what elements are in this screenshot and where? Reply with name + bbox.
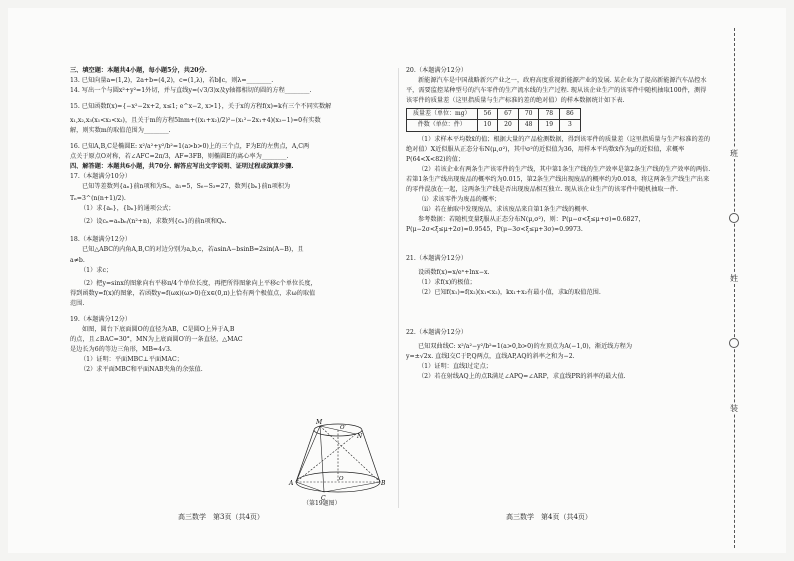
question-20-part-2: （2）若该企业有两条生产该零件的生产线，其中第1条生产线的生产效率是第2条生产线的生产效率的两倍. 若第1条生产线出现废品的概率约为0.015，第2条生产线出现废品的概率约为0.018，将这两条生产线生产出来的零件混放在一起，这两条生产线是否出现废品相互独立. 现从该企业生产的该零件中随机抽取一件. [406,165,711,194]
table-cell: 67 [498,109,519,120]
svg-text:A: A [289,480,294,487]
quality-table [406,108,581,131]
right-page-footer: 高三数学 第4页（共4页） [506,513,592,521]
table-row [407,120,581,131]
question-22-line-2: y=±√2x. 直线l交C于P,Q两点，直线AP,AQ的斜率之和为−2. [406,353,575,361]
section-fill-in-header: 三、填空题：本题共4小题，每小题5分，共20分. [70,67,207,74]
question-18-title: 18.（本题满分12分） [70,236,132,244]
table-row [407,109,581,120]
right-page [406,66,711,382]
table-cell: 19 [539,120,560,131]
question-17-line-2: Tₙ=3^(n(n+1)/2). [70,195,126,203]
question-20-part-2-ii: （ii）若在抽取中发现废品，求该废品来自第1条生产线的概率. [418,206,589,214]
question-18-line-1: 已知△ABC的内角A,B,C的对边分别为a,b,c，若asinA−bsinB=2sin(A−B)，且 [82,246,304,254]
section-solve-header: 四、解答题：本题共6小题，共70分. 解答应写出文字说明、证明过程或演算步骤. [70,162,294,170]
question-18-line-5: 范围. [70,299,85,307]
question-17-part-2: （2）设cₙ=aₙbₙ/(n²+n)，求数列{cₙ}的前n项和Qₙ. [80,218,227,226]
question-18-part-2: （2）把y=sinx的图象向右平移π/4个单位长度，再把所得图象向上平移c个单位长度， [80,279,317,287]
binding-hole [729,213,739,223]
svg-text:C: C [321,495,326,502]
question-17-title: 17.（本题满分10分） [70,172,132,180]
question-20-reference: 参考数据：若随机变量ξ服从正态分布N(μ,σ²)，则：P(μ−σ<ξ≤μ+σ)≈0.6827，P(μ−2σ<ξ≤μ+2σ)≈0.9545，P(μ−3σ<ξ≤μ+3σ)≈0.9973. [406,216,645,234]
margin-label-class: 班 [726,148,742,159]
svg-text:M: M [316,419,323,426]
table-cell: 3 [560,120,581,131]
binding-line [734,28,735,548]
frustum-figure [286,416,386,506]
table-cell: 78 [539,109,560,120]
question-21-part-2: （2）已知f(x₁)=f(x₂)(x₁<x₂)，kx₁+x₂有最小值，求k的取值范围. [418,288,601,296]
margin-label-name: 姓 [726,273,742,284]
table-cell: 70 [518,109,539,120]
question-18-line-4: 得到函数y=f(x)的图象，若函数y=f(ωx)(ω>0)在x∈(0,π)上恰有两个极值点，求ω的取值 [70,289,316,297]
question-21-title: 21.（本题满分12分） [406,254,468,262]
svg-text:O′: O′ [340,425,346,431]
table-cell: 48 [518,120,539,131]
question-19-title: 19.（本题满分12分） [70,315,132,323]
question-22-part-1: （1）证明：直线l过定点； [418,363,492,371]
svg-text:O: O [339,476,344,482]
question-19-line-3: 是边长为6的等边三角形，MB=4√3. [70,346,172,354]
question-16-line-1: 16. 已知A,B,C是椭圆E: x²/a²+y²/b²=1(a>b>0)上的三个点，F为E的左焦点，A,C两 [70,142,310,150]
question-19-line-2: 的点，且∠BAC=30°，MN为上底面圆O′的一条直径，△MAC [70,336,243,344]
question-16-line-2: 点关于原点O对称，若∠AFC=2π/3，AF=3FB，则椭圆E的离心率为________. [70,152,289,160]
question-22-title: 22.（本题满分12分） [406,328,468,336]
question-22-part-2: （2）若在射线AQ上的点R满足∠APQ=∠ARP，求直线PR的斜率的最大值. [418,373,626,381]
table-cell: 56 [477,109,498,120]
table-cell: 86 [560,109,581,120]
question-21-line-1: 设函数f(x)=x/eˣ+lnx−x. [418,268,490,276]
question-15-line-2: x₁,x₂,x₃(x₁<x₂<x₃)，且关于m的方程5lnm+((x₁+x₂)/2)²−(x₁²−2x₁+4)(x₃−1)=0有实数 [70,117,321,125]
question-18-part-1: （1）求c； [80,266,113,274]
question-19-part-2: （2）求平面MBC和平面NAB夹角的余弦值. [80,366,203,374]
svg-text:B: B [381,480,386,487]
question-20-part-2-i: （i）求该零件为废品的概率； [418,196,501,204]
exam-sheet [8,8,786,553]
question-15-line-3: 解，则实数m的取值范围为________. [70,127,171,135]
question-18-line-2: a≠b. [70,256,85,264]
question-21-part-1: （1）求f(x)的极值； [418,278,476,286]
left-page-footer: 高三数学 第3页（共4页） [178,513,264,521]
question-17-part-1: （1）求{aₙ}，{bₙ}的通项公式； [80,205,175,213]
table-cell: 20 [498,120,519,131]
question-14: 14. 写出一个与圆x²+y²=1外切，并与直线y=(√3/3)x及y轴都相切的圆的方程________. [70,87,312,95]
question-20-part-1: （1）求样本平均数x̄的值；根据大量的产品检测数据，得到该零件的质量差（这里指质量与生产标准的差的绝对值）X近似服从正态分布N(μ,σ²)，其中σ²的近似值为36，用样本平均数x̄作为μ的近似值，求概率P(64<X<82)的值； [406,135,711,163]
table-cell: 10 [477,120,498,131]
table-cell: 质量差（单位：mg） [407,109,478,120]
question-15-line-1: 15. 已知函数f(x)={−x²−2x+2, x≤1; e^x−2, x>1}，关于x的方程f(x)=k有三个不同实数解 [70,103,332,111]
question-22-line-1: 已知双曲线C: x²/a²−y²/b²=1(a>0,b>0)的左顶点为A(−1,0)，渐近线方程为 [418,342,633,350]
margin-label-bind: 装 [726,403,742,414]
left-page [70,66,390,376]
question-13: 13. 已知向量a=(1,2)，2a+b=(4,2)，c=(1,λ)，若b∥c，则λ=________. [70,77,274,85]
binding-hole [729,338,739,348]
question-19-line-1: 如图，圆台下底面圆O的直径为AB，C是圆O上异于A,B [82,326,235,334]
figure-caption: （第19题图） [303,500,341,507]
table-cell: 件数（单位：件） [407,120,478,131]
svg-text:N: N [357,433,363,440]
question-20-intro: 新能源汽车是中国战略新兴产业之一，政府高度重视新能源产业的发展. 某企业为了提高新能源汽车品控水平，需要监控某种型号的汽车零件的生产流水线的生产过程. 现从该企业生产的该零件中随机抽取100件，测得该零件的质量差（这里指质量与生产标准的差的绝对值）的样本数据统计如下表. [406,77,707,105]
question-17-line-1: 已知等差数列{aₙ}前n项和为Sₙ，a₁=5，S₆−S₃=27，数列{bₙ}前n项积为 [82,182,291,190]
page-divider [398,68,399,508]
question-20-title: 20.（本题满分12分） [406,67,468,74]
question-19-part-1: （1）证明：平面MBC⊥平面MAC； [80,356,183,364]
